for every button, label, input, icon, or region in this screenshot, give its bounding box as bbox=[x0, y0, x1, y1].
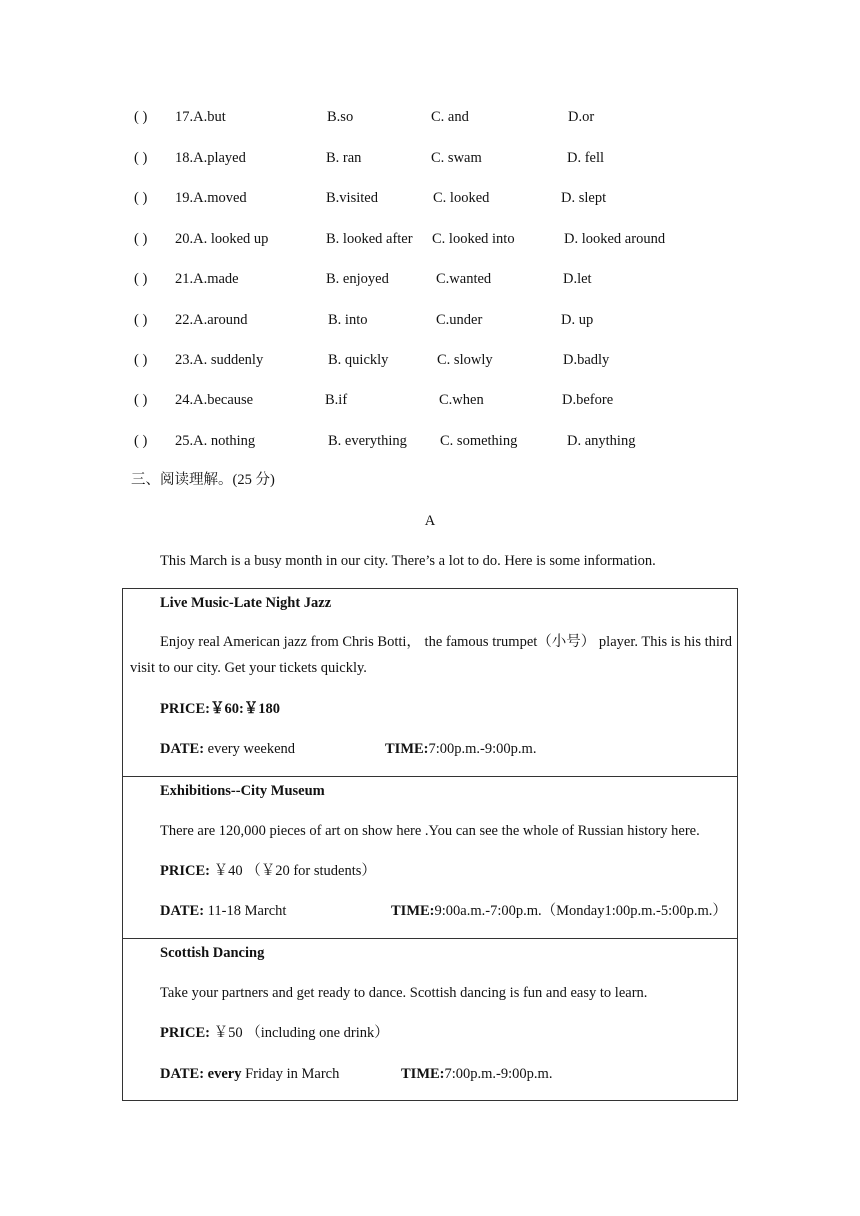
option-b: B. enjoyed bbox=[326, 271, 389, 287]
option-d: D.badly bbox=[563, 352, 610, 368]
price-label: PRICE: bbox=[160, 701, 210, 717]
option-b: B. looked after bbox=[326, 231, 413, 247]
answer-blank[interactable]: ( ) bbox=[134, 109, 148, 125]
option-c: C.wanted bbox=[436, 271, 492, 287]
event-date bbox=[160, 900, 286, 922]
option-a: 19.A.moved bbox=[175, 190, 247, 206]
event-date bbox=[160, 738, 295, 760]
option-d: D.let bbox=[563, 271, 592, 287]
event-price bbox=[160, 860, 376, 882]
time-value: 7:00p.m.-9:00p.m. bbox=[428, 741, 537, 757]
event-price bbox=[160, 1022, 389, 1044]
answer-blank[interactable]: ( ) bbox=[134, 312, 148, 328]
option-a: 17.A.but bbox=[175, 109, 226, 125]
answer-blank[interactable]: ( ) bbox=[134, 190, 148, 206]
option-c: C. and bbox=[431, 109, 469, 125]
option-d: D. slept bbox=[561, 190, 607, 206]
option-a: 25.A. nothing bbox=[175, 433, 256, 449]
option-a: 24.A.because bbox=[175, 392, 254, 408]
passage-label: A bbox=[424, 513, 436, 529]
option-a: 22.A.around bbox=[175, 312, 248, 328]
event-time bbox=[391, 900, 727, 922]
price-value: ￥50 （including one drink） bbox=[213, 1025, 389, 1041]
event-description: Enjoy real American jazz from Chris Botti， the famous trumpet（小号） player. This is his third visit to our city. Get your tickets quickly. bbox=[130, 634, 732, 676]
option-c: C. looked into bbox=[432, 231, 515, 247]
date-label: DATE: bbox=[160, 741, 205, 757]
time-label: TIME: bbox=[401, 1066, 445, 1082]
price-value: ￥40 （￥20 for students） bbox=[213, 863, 376, 879]
section-title: 三、阅读理解。(25 分) bbox=[131, 472, 275, 488]
date-value: Friday in March bbox=[245, 1066, 340, 1082]
option-d: D.before bbox=[562, 392, 614, 408]
option-c: C. something bbox=[440, 433, 518, 449]
option-d: D. up bbox=[561, 312, 594, 328]
option-c: C. slowly bbox=[437, 352, 493, 368]
option-b: B. into bbox=[328, 312, 368, 328]
time-label: TIME: bbox=[391, 903, 435, 919]
option-a: 23.A. suddenly bbox=[175, 352, 264, 368]
events-table bbox=[122, 588, 738, 1101]
answer-blank[interactable]: ( ) bbox=[134, 271, 148, 287]
event-price bbox=[160, 698, 280, 720]
event-cell-museum bbox=[123, 777, 737, 939]
option-d: D. looked around bbox=[564, 231, 666, 247]
option-b: B. ran bbox=[326, 150, 362, 166]
option-d: D. anything bbox=[567, 433, 636, 449]
event-cell-jazz bbox=[123, 589, 737, 777]
date-label: DATE: bbox=[160, 903, 205, 919]
date-value: 11-18 Marcht bbox=[207, 903, 287, 919]
event-title: Exhibitions--City Museum bbox=[160, 783, 325, 799]
option-d: D.or bbox=[568, 109, 595, 125]
event-description: There are 120,000 pieces of art on show here .You can see the whole of Russian history here. bbox=[160, 823, 700, 839]
option-a: 21.A.made bbox=[175, 271, 239, 287]
time-value: 7:00p.m.-9:00p.m. bbox=[444, 1066, 553, 1082]
option-d: D. fell bbox=[567, 150, 605, 166]
answer-blank[interactable]: ( ) bbox=[134, 150, 148, 166]
answer-blank[interactable]: ( ) bbox=[134, 352, 148, 368]
price-label: PRICE: bbox=[160, 863, 210, 879]
option-c: C.when bbox=[439, 392, 484, 408]
event-time bbox=[401, 1063, 552, 1085]
event-time bbox=[385, 738, 536, 760]
event-title: Live Music-Late Night Jazz bbox=[160, 595, 332, 611]
option-b: B.so bbox=[327, 109, 354, 125]
price-label: PRICE: bbox=[160, 1025, 210, 1041]
option-c: C. swam bbox=[431, 150, 482, 166]
answer-blank[interactable]: ( ) bbox=[134, 231, 148, 247]
answer-blank[interactable]: ( ) bbox=[134, 392, 148, 408]
passage-intro: This March is a busy month in our city. There’s a lot to do. Here is some information. bbox=[160, 553, 656, 569]
option-c: C.under bbox=[436, 312, 483, 328]
time-value: 9:00a.m.-7:00p.m.（Monday1:00p.m.-5:00p.m.） bbox=[434, 903, 727, 919]
date-value: every weekend bbox=[207, 741, 296, 757]
option-a: 18.A.played bbox=[175, 150, 246, 166]
option-b: B.visited bbox=[326, 190, 378, 206]
event-cell-dancing bbox=[123, 939, 737, 1100]
answer-blank[interactable]: ( ) bbox=[134, 433, 148, 449]
date-label: DATE: every bbox=[160, 1066, 242, 1082]
price-value: ￥60:￥180 bbox=[209, 701, 281, 717]
event-date bbox=[160, 1063, 339, 1085]
option-b: B. everything bbox=[328, 433, 407, 449]
option-b: B.if bbox=[325, 392, 348, 408]
event-title: Scottish Dancing bbox=[160, 945, 265, 961]
option-c: C. looked bbox=[433, 190, 490, 206]
option-b: B. quickly bbox=[328, 352, 389, 368]
option-a: 20.A. looked up bbox=[175, 231, 269, 247]
event-description: Take your partners and get ready to dance. Scottish dancing is fun and easy to learn. bbox=[160, 985, 648, 1001]
time-label: TIME: bbox=[385, 741, 429, 757]
